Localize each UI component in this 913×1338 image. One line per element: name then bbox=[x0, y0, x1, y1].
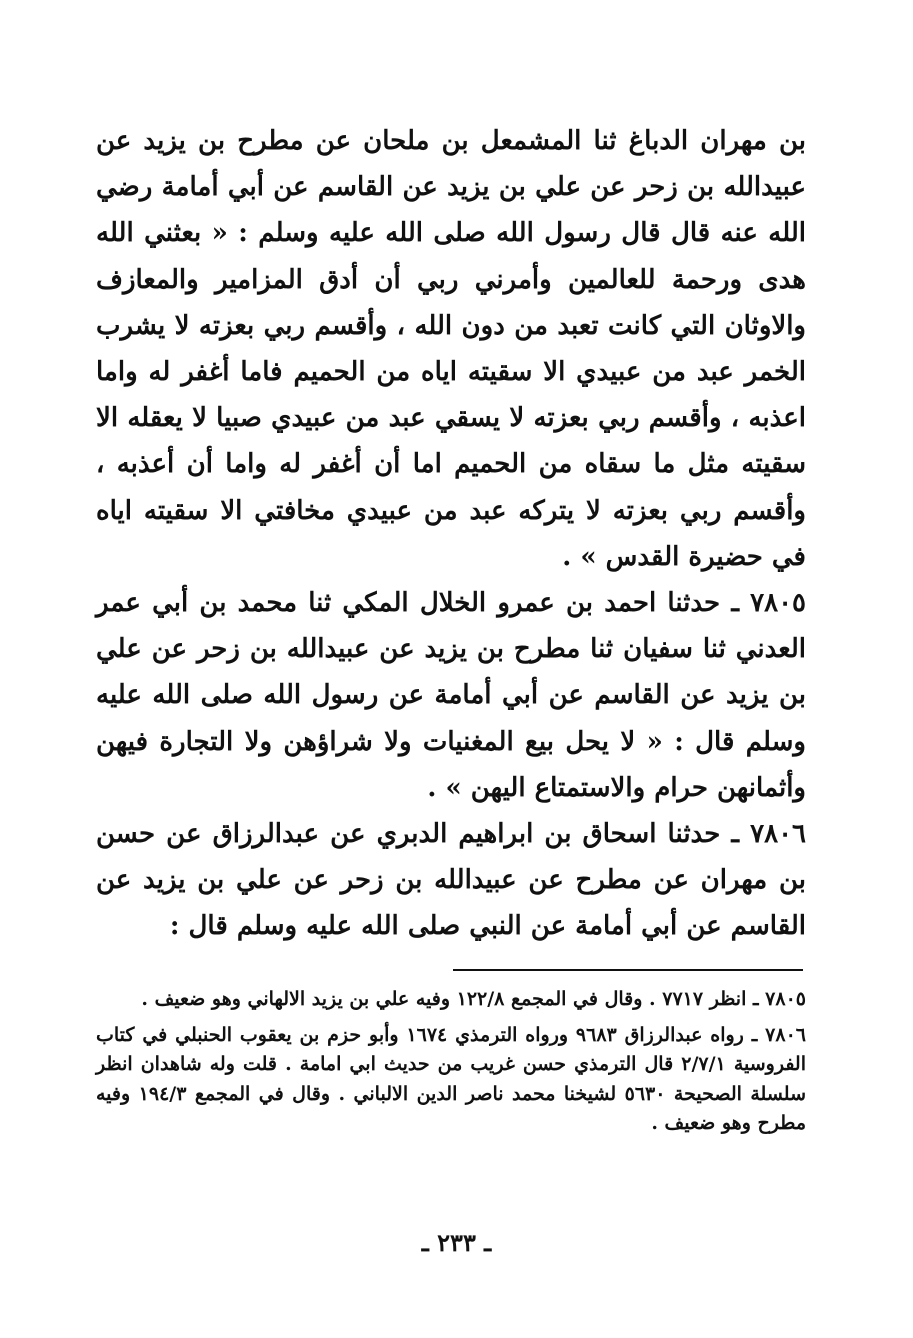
footnotes bbox=[96, 985, 806, 1145]
hadith-number: ٧٨٠٦ ـ bbox=[731, 819, 806, 850]
paragraph-continuation bbox=[96, 118, 806, 580]
footnote-divider bbox=[453, 969, 803, 971]
paragraph-hadith-7805 bbox=[96, 580, 806, 811]
hadith-number: ٧٨٠٥ ـ bbox=[731, 588, 807, 619]
paragraph-hadith-7806 bbox=[96, 811, 806, 950]
footnote-7805 bbox=[96, 985, 806, 1015]
paragraph-text: حدثنا احمد بن عمرو الخلال المكي ثنا محمد بن أبي عمر العدني ثنا سفيان ثنا مطرح بن يزيد عن عبيدالله بن زحر عن علي بن يزيد عن القاسم عن أبي أمامة عن رسول الله صلى الله عليه وسلم قال : « لا يحل بيع المغنيات ولا شراؤهن ولا التجارة فيهن وأثمانهن حرام والاستمتاع اليهن » . bbox=[96, 588, 806, 803]
footnote-text: رواه عبدالرزاق ٩٦٨٣ ورواه الترمذي ١٦٧٤ وأبو حزم بن يعقوب الحنبلي في كتاب الفروسية ٢/٧/١ قال الترمذي حسن غريب من حديث ابي امامة . قلت وله شاهدان انظر سلسلة الصحيحة ٥٦٣٠ لشيخنا محمد ناصر الدين الالباني . وقال في المجمع ١٩٤/٣ وفيه مطرح وهو ضعيف . bbox=[96, 1023, 807, 1134]
footnote-7806 bbox=[96, 1021, 806, 1139]
footnote-number: ٧٨٠٦ ـ bbox=[751, 1023, 806, 1046]
page-number: ـ ٢٣٣ ـ bbox=[421, 1228, 492, 1257]
footnote-text: انظر ٧٧١٧ . وقال في المجمع ١٢٢/٨ وفيه علي بن يزيد الالهاني وهو ضعيف . bbox=[141, 988, 747, 1010]
main-text-block bbox=[96, 118, 806, 950]
footnote-number: ٧٨٠٥ ـ bbox=[752, 988, 806, 1010]
paragraph-text: حدثنا اسحاق بن ابراهيم الدبري عن عبدالرزاق عن حسن بن مهران عن مطرح عن عبيدالله بن زحر عن علي بن يزيد عن القاسم عن أبي أمامة عن النبي صلى الله عليه وسلم قال : bbox=[96, 819, 806, 942]
paragraph-text: بن مهران الدباغ ثنا المشمعل بن ملحان عن مطرح بن يزيد عن عبيدالله بن زحر عن علي بن يزيد عن القاسم عن أبي أمامة رضي الله عنه قال قال رسول الله صلى الله عليه وسلم : « بعثني الله هدى ورحمة للعالمين وأمرني ربي أن أدق المزامير والمعازف والاوثان التي كانت تعبد من دون الله ، وأقسم ربي بعزته لا يشرب الخمر عبد من عبيدي الا سقيته اياه من الحميم فاما أغفر له واما اعذبه ، وأقسم ربي بعزته لا يسقي عبد من عبيدي صبيا لا يعقله الا سقيته مثل ما سقاه من الحميم اما أن أغفر له واما أن أعذبه ، وأقسم ربي بعزته لا يتركه عبد من عبيدي مخافتي الا سقيته اياه في حضيرة القدس » . bbox=[96, 126, 806, 572]
main-text bbox=[96, 118, 806, 950]
